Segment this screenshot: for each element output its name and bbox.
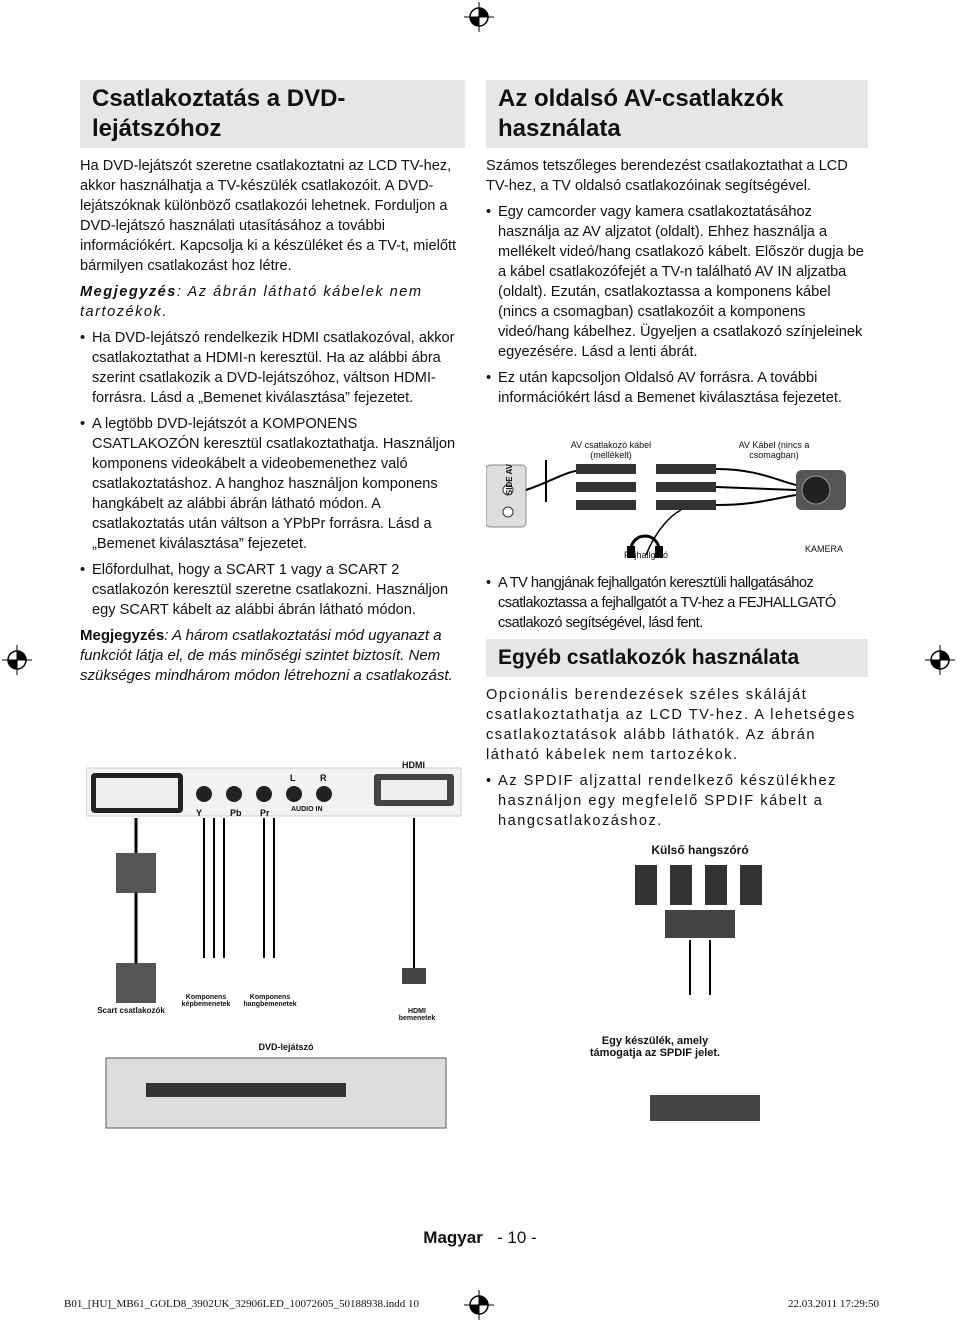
page-number: - 10 -	[497, 1228, 537, 1247]
side-av-diagram	[486, 440, 868, 570]
note-text: : Az ábrán látható kábelek nem tartozékok.	[80, 284, 423, 320]
bullet-side-av-source: • Ez után kapcsoljon Oldalsó AV forrásra. A további információkért lásd a Bemenet kiválasztása fejezetet.	[486, 368, 868, 408]
dvd-note	[80, 282, 465, 322]
bullet-spdif: • Az SPDIF aljzattal rendelkező készülékhez használjon egy megfelelő SPDIF kábelt a hangcsatlakozáshoz.	[486, 771, 868, 831]
audio-l-label: L	[290, 773, 296, 783]
audio-r-label: R	[320, 773, 327, 783]
dvd-connection-diagram	[86, 758, 466, 1138]
side-av-bullets	[486, 202, 868, 408]
bullet-hdmi: • Ha DVD-lejátszó rendelkezik HDMI csatlakozóval, akkor csatlakoztathat a HDMI-n keresztül. Ha az alábbi ábra szerint csatlakozik a DVD-lejátszóhoz, váltson HDMI-forrásra. Lásd a „Bemenet kiválasztása” fejezetet.	[80, 328, 465, 408]
dvd-player-label: DVD-lejátszó	[258, 1042, 314, 1052]
component-audio-label: Komponens hangbemenetek	[243, 994, 297, 1008]
registration-mark-left	[2, 645, 32, 675]
note-label: Megjegyzés	[80, 284, 177, 300]
av-cable2-label: AV Kábel (nincs a csomagban)	[738, 440, 810, 460]
section-heading-dvd: Csatlakoztatás a DVD-lejátszóhoz	[80, 80, 465, 148]
side-av-intro: Számos tetszőleges berendezést csatlakoztathat a LCD TV-hez, a TV oldalsó csatlakozóinak segítségével.	[486, 158, 848, 194]
component-video-label: Komponens képbemenetek	[181, 994, 231, 1008]
bullet-camcorder: • Egy camcorder vagy kamera csatlakoztatásához használja az AV aljzatot (oldalt). Ehhez használja a mellékelt videó/hang csatlakozó kábelt. Először dugja be a kábel csatlakozófejét a TV-n található AV IN aljzatba (oldalt). Ezután, csatlakoztassa a komponens kábel (nincs a csomagban) csatlakozóit a komponens videó/hang kábelhez. Ügyeljen a csatlakozó színjeleinek egyezésére. Lásd a lenti ábrát.	[486, 202, 868, 362]
dvd-bullet-list	[80, 328, 465, 620]
file-slug: B01_[HU]_MB61_GOLD8_3902UK_32906LED_10072605_50188938.indd 10	[64, 1298, 420, 1310]
headphone-bullets	[486, 573, 868, 633]
registration-mark-bottom	[464, 1290, 494, 1320]
headphones-label: Fejhallgató	[623, 550, 669, 560]
speakers-label: Külső hangszóró	[651, 843, 749, 857]
bullet-headphone: • A TV hangjának fejhallgatón keresztüli hallgatásához csatlakoztassa a fejhallgatót a TV-hez a FEJHALLGATÓ csatlakozó segítségével, lásd fent.	[486, 573, 868, 633]
bullet-scart: • Előfordulhat, hogy a SCART 1 vagy a SCART 2 csatlakozón keresztül szeretne csatlakozni. Használjon egy SCART kábelt az alábbi ábrán látható módon.	[80, 560, 465, 620]
section-heading-side-av: Az oldalsó AV-csatlakzók használata	[486, 80, 868, 148]
right-column-lower	[486, 573, 868, 837]
note2-label: Megjegyzés	[80, 627, 165, 644]
scart-connectors-label: Scart csatlakozók	[97, 1006, 165, 1015]
other-intro: Opcionális berendezések széles skáláját csatlakoztathatja az LCD TV-hez. A lehetséges csatlakoztatások alább láthatók. Az ábrán látható kábelek nem tartozékok.	[486, 687, 856, 763]
spdif-bullets	[486, 771, 868, 831]
section-heading-other: Egyéb csatlakozók használata	[486, 639, 868, 677]
audio-in-label: AUDIO IN	[291, 806, 323, 813]
av-cable-label: AV csatlakozó kábel (mellékelt)	[570, 440, 652, 460]
camera-label: KAMERA	[804, 544, 843, 554]
pb-label: Pb	[230, 808, 242, 818]
hdmi-label: HDMI	[402, 760, 425, 770]
dvd-note2	[80, 626, 465, 686]
note2-text: : A három csatlakoztatási mód ugyanazt a funkciót látja el, de más minőségi szintet biztosít. Nem szükséges mindhárom módon létrehozni a csatlakozást.	[80, 627, 453, 684]
spdif-diagram	[580, 835, 820, 1125]
dvd-intro: Ha DVD-lejátszót szeretne csatlakoztatni az LCD TV-hez, akkor használhatja a TV-készülék csatlakozóit. A DVD-lejátszóknak különböző csatlakozói lehetnek. Forduljon a DVD-lejátszó használati utasításához a további információkért. Kapcsolja ki a készüléket és a TV-t, mielőtt bármilyen csatlakozást hoz létre.	[80, 158, 457, 274]
footer-language: Magyar	[423, 1228, 483, 1247]
y-label: Y	[196, 808, 203, 818]
page-footer	[0, 1228, 960, 1248]
pr-label: Pr	[260, 808, 270, 818]
left-column	[80, 80, 465, 692]
registration-mark-top	[464, 2, 494, 32]
side-av-label: SIDE AV	[505, 463, 515, 496]
bullet-component: • A legtöbb DVD-lejátszót a KOMPONENS CSATLAKOZÓN keresztül csatlakoztathatja. Használjon komponens videokábelt a videobemenethez való csatlakoztatáshoz. A hanghoz használjon komponens hangkábelt az alábbi ábrán látható módon. A csatlakoztatás után váltson a YPbPr forrásra. Lásd a „Bemenet kiválasztása” fejezetet.	[80, 414, 465, 554]
date-slug: 22.03.2011 17:29:50	[788, 1298, 879, 1310]
right-column	[486, 80, 868, 414]
registration-mark-right	[925, 645, 955, 675]
hdmi-inputs-label: HDMI bemenetek	[398, 1008, 436, 1022]
spdif-device-label: Egy készülék, amely támogatja az SPDIF jelet.	[589, 1035, 721, 1059]
